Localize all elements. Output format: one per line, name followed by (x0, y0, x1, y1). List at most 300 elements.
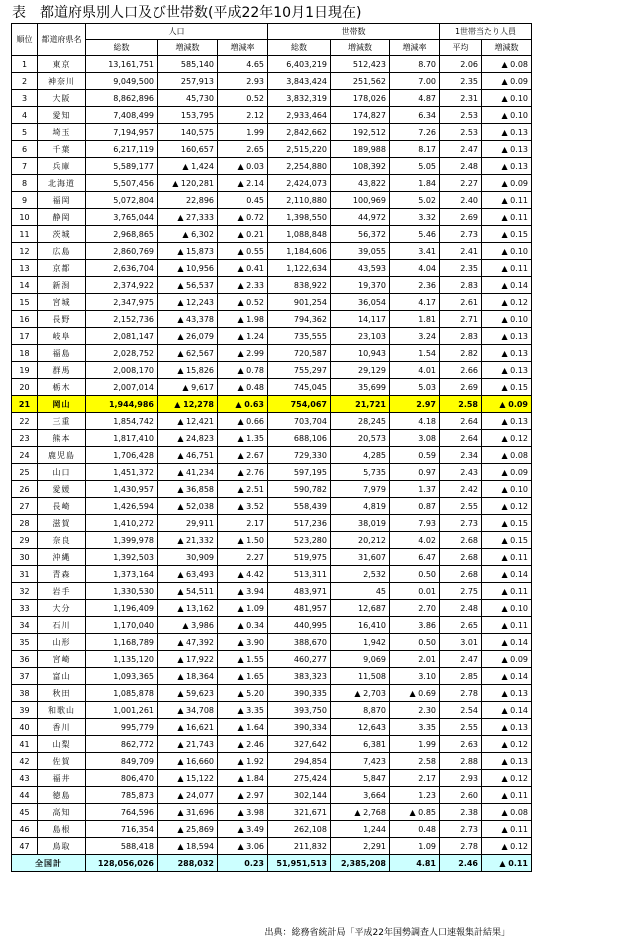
pref-cell: 広島 (38, 243, 86, 260)
avg-change-cell: ▲ 0.14 (482, 702, 532, 719)
avg-cell: 2.66 (440, 362, 482, 379)
hh-cell: 688,106 (268, 430, 331, 447)
table-row (12, 481, 532, 498)
avg-cell: 2.47 (440, 141, 482, 158)
pop-change-cell: ▲ 34,708 (158, 702, 218, 719)
avg-header: 平均 (440, 40, 482, 56)
table-row (12, 447, 532, 464)
hh-cell: 481,957 (268, 600, 331, 617)
pop-change-cell: ▲ 15,122 (158, 770, 218, 787)
hh-cell: 390,335 (268, 685, 331, 702)
pop-cell: 1,001,261 (86, 702, 158, 719)
rank-cell: 28 (12, 515, 38, 532)
rank-header: 順位 (12, 24, 38, 56)
pop-change-cell: ▲ 16,621 (158, 719, 218, 736)
total-row (12, 855, 532, 872)
pop-change-cell: 153,795 (158, 107, 218, 124)
table-row (12, 396, 532, 413)
avg-change-cell: ▲ 0.14 (482, 634, 532, 651)
population-table (11, 23, 532, 872)
hh-cell: 590,782 (268, 481, 331, 498)
hh-cell: 393,750 (268, 702, 331, 719)
pref-cell: 山口 (38, 464, 86, 481)
avg-cell: 2.69 (440, 379, 482, 396)
pref-cell: 福島 (38, 345, 86, 362)
avg-change-cell: ▲ 0.13 (482, 328, 532, 345)
pref-cell: 兵庫 (38, 158, 86, 175)
pop-change-cell: 45,730 (158, 90, 218, 107)
hh-cell: 262,108 (268, 821, 331, 838)
pop-rate-cell: ▲ 3.35 (218, 702, 268, 719)
pref-cell: 青森 (38, 566, 86, 583)
pop-change-cell: ▲ 10,956 (158, 260, 218, 277)
pref-header: 都道府県名 (38, 24, 86, 56)
rank-cell: 20 (12, 379, 38, 396)
total-hh: 51,951,513 (268, 855, 331, 872)
pop-cell: 862,772 (86, 736, 158, 753)
pop-rate-cell: ▲ 3.90 (218, 634, 268, 651)
hh-change-cell: 28,245 (331, 413, 390, 430)
header-row-1 (12, 24, 532, 40)
pop-change-cell: ▲ 62,567 (158, 345, 218, 362)
hh-cell: 275,424 (268, 770, 331, 787)
avg-cell: 2.78 (440, 838, 482, 855)
avg-cell: 2.78 (440, 685, 482, 702)
hh-change-cell: 14,117 (331, 311, 390, 328)
avg-change-cell: ▲ 0.08 (482, 56, 532, 73)
pop-change-cell: ▲ 9,617 (158, 379, 218, 396)
hh-change-cell: 4,285 (331, 447, 390, 464)
hh-change-cell: 16,410 (331, 617, 390, 634)
hh-rate-cell: 4.17 (390, 294, 440, 311)
pop-cell: 1,392,503 (86, 549, 158, 566)
avg-cell: 2.27 (440, 175, 482, 192)
avg-change-cell: ▲ 0.09 (482, 464, 532, 481)
avg-change-cell: ▲ 0.09 (482, 73, 532, 90)
hh-cell: 513,311 (268, 566, 331, 583)
table-row (12, 226, 532, 243)
hh-cell: 558,439 (268, 498, 331, 515)
rank-cell: 19 (12, 362, 38, 379)
rank-cell: 43 (12, 770, 38, 787)
hh-rate-cell: 6.34 (390, 107, 440, 124)
pop-cell: 6,217,119 (86, 141, 158, 158)
avg-change-cell: ▲ 0.13 (482, 685, 532, 702)
hh-cell: 2,842,662 (268, 124, 331, 141)
pref-cell: 秋田 (38, 685, 86, 702)
avg-change-cell: ▲ 0.10 (482, 600, 532, 617)
avg-change-cell: ▲ 0.15 (482, 532, 532, 549)
table-row (12, 311, 532, 328)
avg-cell: 2.58 (440, 396, 482, 413)
hh-change-cell: 108,392 (331, 158, 390, 175)
hh-rate-cell: 2.17 (390, 770, 440, 787)
pref-cell: 静岡 (38, 209, 86, 226)
avg-cell: 2.69 (440, 209, 482, 226)
population-header: 人口 (86, 24, 268, 40)
pop-rate-cell: ▲ 3.94 (218, 583, 268, 600)
hh-rate-cell: 1.37 (390, 481, 440, 498)
rank-cell: 1 (12, 56, 38, 73)
table-row (12, 158, 532, 175)
pop-change-cell: 257,913 (158, 73, 218, 90)
hh-rate-cell: ▲ 0.69 (390, 685, 440, 702)
pop-rate-cell: ▲ 0.63 (218, 396, 268, 413)
avg-cell: 2.38 (440, 804, 482, 821)
hh-rate-cell: 1.09 (390, 838, 440, 855)
rank-cell: 32 (12, 583, 38, 600)
hh-change-cell: 12,687 (331, 600, 390, 617)
table-row (12, 413, 532, 430)
hh-rate-cell: 0.01 (390, 583, 440, 600)
pop-rate-cell: 2.27 (218, 549, 268, 566)
hh-cell: 755,297 (268, 362, 331, 379)
pop-rate-cell: 4.65 (218, 56, 268, 73)
pop-change-cell: ▲ 15,826 (158, 362, 218, 379)
source-note: 出典：総務省統計局「平成22年国勢調査人口速報集計結果」 (264, 928, 510, 938)
pop-rate-cell: 2.12 (218, 107, 268, 124)
hh-rate-cell: 1.81 (390, 311, 440, 328)
hh-rate-cell: 5.03 (390, 379, 440, 396)
pop-cell: 5,507,456 (86, 175, 158, 192)
hh-cell: 388,670 (268, 634, 331, 651)
avg-change-cell: ▲ 0.11 (482, 617, 532, 634)
hh-cell: 754,067 (268, 396, 331, 413)
rank-cell: 38 (12, 685, 38, 702)
pop-cell: 1,170,040 (86, 617, 158, 634)
hh-change-cell: 38,019 (331, 515, 390, 532)
pop-change-cell: ▲ 12,278 (158, 396, 218, 413)
table-row (12, 56, 532, 73)
pref-cell: 三重 (38, 413, 86, 430)
pref-cell: 香川 (38, 719, 86, 736)
pop-change-cell: ▲ 59,623 (158, 685, 218, 702)
table-row (12, 515, 532, 532)
hh-cell: 720,587 (268, 345, 331, 362)
pref-cell: 千葉 (38, 141, 86, 158)
rank-cell: 34 (12, 617, 38, 634)
rank-cell: 4 (12, 107, 38, 124)
pop-change-header: 増減数 (158, 40, 218, 56)
pop-cell: 2,374,922 (86, 277, 158, 294)
hh-cell: 1,398,550 (268, 209, 331, 226)
avg-cell: 2.55 (440, 498, 482, 515)
hh-cell: 460,277 (268, 651, 331, 668)
hh-cell: 383,323 (268, 668, 331, 685)
hh-rate-cell: 6.47 (390, 549, 440, 566)
pop-rate-cell: ▲ 0.72 (218, 209, 268, 226)
pop-rate-cell: ▲ 3.52 (218, 498, 268, 515)
hh-cell: 1,184,606 (268, 243, 331, 260)
total-avg-change: ▲ 0.11 (482, 855, 532, 872)
pref-cell: 宮城 (38, 294, 86, 311)
pop-cell: 1,817,410 (86, 430, 158, 447)
pop-cell: 7,408,499 (86, 107, 158, 124)
table-row (12, 770, 532, 787)
total-hh-change: 2,385,208 (331, 855, 390, 872)
hh-change-cell: 9,069 (331, 651, 390, 668)
pop-cell: 2,860,769 (86, 243, 158, 260)
pref-cell: 大阪 (38, 90, 86, 107)
pop-change-cell: ▲ 36,858 (158, 481, 218, 498)
avg-cell: 2.48 (440, 158, 482, 175)
hh-rate-cell: 4.04 (390, 260, 440, 277)
pop-cell: 1,426,594 (86, 498, 158, 515)
rank-cell: 15 (12, 294, 38, 311)
hh-rate-cell: ▲ 0.85 (390, 804, 440, 821)
pop-cell: 849,709 (86, 753, 158, 770)
pop-cell: 5,072,804 (86, 192, 158, 209)
hh-change-cell: 7,423 (331, 753, 390, 770)
pref-cell: 大分 (38, 600, 86, 617)
avg-change-cell: ▲ 0.08 (482, 804, 532, 821)
avg-change-cell: ▲ 0.12 (482, 736, 532, 753)
pop-change-cell: 160,657 (158, 141, 218, 158)
pop-change-cell: 29,911 (158, 515, 218, 532)
hh-cell: 3,843,424 (268, 73, 331, 90)
avg-cell: 2.83 (440, 277, 482, 294)
pref-cell: 山形 (38, 634, 86, 651)
avg-cell: 2.68 (440, 566, 482, 583)
hh-rate-cell: 3.35 (390, 719, 440, 736)
pref-cell: 石川 (38, 617, 86, 634)
pop-rate-cell: ▲ 1.98 (218, 311, 268, 328)
pop-cell: 3,765,044 (86, 209, 158, 226)
hh-cell: 735,555 (268, 328, 331, 345)
pref-cell: 富山 (38, 668, 86, 685)
rank-cell: 3 (12, 90, 38, 107)
hh-cell: 519,975 (268, 549, 331, 566)
rank-cell: 7 (12, 158, 38, 175)
pref-cell: 熊本 (38, 430, 86, 447)
hh-change-cell: 4,819 (331, 498, 390, 515)
pref-cell: 山梨 (38, 736, 86, 753)
avg-change-cell: ▲ 0.10 (482, 311, 532, 328)
table-row (12, 294, 532, 311)
rank-cell: 8 (12, 175, 38, 192)
table-row (12, 107, 532, 124)
pop-rate-cell: 0.52 (218, 90, 268, 107)
table-row (12, 668, 532, 685)
pop-cell: 5,589,177 (86, 158, 158, 175)
rank-cell: 11 (12, 226, 38, 243)
pop-change-cell: ▲ 24,077 (158, 787, 218, 804)
pop-cell: 1,196,409 (86, 600, 158, 617)
hh-rate-cell: 7.26 (390, 124, 440, 141)
hh-change-cell: 7,979 (331, 481, 390, 498)
rank-cell: 25 (12, 464, 38, 481)
avg-change-cell: ▲ 0.15 (482, 515, 532, 532)
hh-rate-cell: 8.17 (390, 141, 440, 158)
pop-cell: 1,410,272 (86, 515, 158, 532)
pop-cell: 1,330,530 (86, 583, 158, 600)
pop-cell: 716,354 (86, 821, 158, 838)
hh-rate-cell: 0.87 (390, 498, 440, 515)
rank-cell: 27 (12, 498, 38, 515)
pop-change-cell: ▲ 56,537 (158, 277, 218, 294)
hh-change-cell: 174,827 (331, 107, 390, 124)
hh-rate-cell: 0.48 (390, 821, 440, 838)
table-row (12, 617, 532, 634)
rank-cell: 29 (12, 532, 38, 549)
pop-cell: 2,007,014 (86, 379, 158, 396)
page-title: 表 都道府県別人口及び世帯数(平成22年10月1日現在) (12, 5, 362, 21)
pop-change-cell: ▲ 18,594 (158, 838, 218, 855)
pop-cell: 1,399,978 (86, 532, 158, 549)
avg-cell: 2.68 (440, 549, 482, 566)
hh-rate-cell: 3.10 (390, 668, 440, 685)
pop-rate-cell: ▲ 1.65 (218, 668, 268, 685)
pop-rate-cell: ▲ 1.64 (218, 719, 268, 736)
pop-cell: 2,028,752 (86, 345, 158, 362)
hh-cell: 523,280 (268, 532, 331, 549)
table-row (12, 532, 532, 549)
hh-rate-cell: 0.50 (390, 634, 440, 651)
avg-change-cell: ▲ 0.11 (482, 260, 532, 277)
hh-change-header: 増減数 (331, 40, 390, 56)
avg-change-cell: ▲ 0.11 (482, 787, 532, 804)
avg-change-cell: ▲ 0.10 (482, 107, 532, 124)
pop-change-cell: 585,140 (158, 56, 218, 73)
avg-cell: 2.60 (440, 787, 482, 804)
pref-cell: 長崎 (38, 498, 86, 515)
rank-cell: 13 (12, 260, 38, 277)
pop-cell: 1,373,164 (86, 566, 158, 583)
table-row (12, 787, 532, 804)
avg-change-cell: ▲ 0.10 (482, 243, 532, 260)
table-row (12, 379, 532, 396)
hh-change-cell: 192,512 (331, 124, 390, 141)
avg-cell: 2.71 (440, 311, 482, 328)
table-row (12, 838, 532, 855)
avg-cell: 2.68 (440, 532, 482, 549)
pref-cell: 沖縄 (38, 549, 86, 566)
avg-cell: 2.53 (440, 124, 482, 141)
table-row (12, 209, 532, 226)
hh-change-cell: 11,508 (331, 668, 390, 685)
pop-change-cell: ▲ 31,696 (158, 804, 218, 821)
pop-cell: 1,854,742 (86, 413, 158, 430)
hh-rate-cell: 4.01 (390, 362, 440, 379)
pop-cell: 1,706,428 (86, 447, 158, 464)
pop-rate-cell: ▲ 0.48 (218, 379, 268, 396)
avg-cell: 2.34 (440, 447, 482, 464)
table-row (12, 430, 532, 447)
pop-rate-cell: ▲ 0.78 (218, 362, 268, 379)
pop-cell: 1,135,120 (86, 651, 158, 668)
avg-change-cell: ▲ 0.14 (482, 566, 532, 583)
rank-cell: 5 (12, 124, 38, 141)
avg-cell: 2.82 (440, 345, 482, 362)
hh-rate-cell: 4.18 (390, 413, 440, 430)
rank-cell: 14 (12, 277, 38, 294)
rank-cell: 46 (12, 821, 38, 838)
pop-change-cell: ▲ 12,243 (158, 294, 218, 311)
avg-change-cell: ▲ 0.14 (482, 668, 532, 685)
hh-rate-cell: 7.00 (390, 73, 440, 90)
rank-cell: 47 (12, 838, 38, 855)
rank-cell: 40 (12, 719, 38, 736)
avg-change-cell: ▲ 0.10 (482, 90, 532, 107)
pop-cell: 13,161,751 (86, 56, 158, 73)
hh-cell: 211,832 (268, 838, 331, 855)
pref-cell: 愛知 (38, 107, 86, 124)
table-body (12, 56, 532, 855)
pref-cell: 長野 (38, 311, 86, 328)
avg-cell: 2.64 (440, 430, 482, 447)
pop-change-cell: ▲ 27,333 (158, 209, 218, 226)
pref-cell: 鳥取 (38, 838, 86, 855)
hh-change-cell: 39,055 (331, 243, 390, 260)
hh-cell: 838,922 (268, 277, 331, 294)
pop-rate-cell: ▲ 2.97 (218, 787, 268, 804)
pop-change-cell: ▲ 1,424 (158, 158, 218, 175)
hh-change-cell: 3,664 (331, 787, 390, 804)
pop-cell: 785,873 (86, 787, 158, 804)
pop-cell: 806,470 (86, 770, 158, 787)
hh-rate-cell: 1.84 (390, 175, 440, 192)
pop-cell: 1,430,957 (86, 481, 158, 498)
rank-cell: 45 (12, 804, 38, 821)
pref-cell: 京都 (38, 260, 86, 277)
table-row (12, 600, 532, 617)
table-row (12, 328, 532, 345)
avg-cell: 2.43 (440, 464, 482, 481)
rank-cell: 17 (12, 328, 38, 345)
hh-change-cell: 100,969 (331, 192, 390, 209)
pop-cell: 588,418 (86, 838, 158, 855)
hh-rate-cell: 1.23 (390, 787, 440, 804)
hh-cell: 745,045 (268, 379, 331, 396)
pop-rate-cell: ▲ 3.06 (218, 838, 268, 855)
avg-cell: 2.06 (440, 56, 482, 73)
hh-change-cell: 178,026 (331, 90, 390, 107)
table-row (12, 719, 532, 736)
pop-change-cell: ▲ 24,823 (158, 430, 218, 447)
pop-rate-cell: 2.65 (218, 141, 268, 158)
table-row (12, 753, 532, 770)
hh-change-cell: 19,370 (331, 277, 390, 294)
hh-change-cell: 12,643 (331, 719, 390, 736)
hh-cell: 517,236 (268, 515, 331, 532)
avg-change-cell: ▲ 0.09 (482, 651, 532, 668)
hh-change-cell: 512,423 (331, 56, 390, 73)
table-row (12, 260, 532, 277)
table-row (12, 90, 532, 107)
pop-rate-cell: 1.99 (218, 124, 268, 141)
hh-rate-cell: 5.05 (390, 158, 440, 175)
pop-change-cell: ▲ 21,743 (158, 736, 218, 753)
hh-rate-cell: 0.50 (390, 566, 440, 583)
pref-cell: 福井 (38, 770, 86, 787)
pref-cell: 茨城 (38, 226, 86, 243)
table-row (12, 549, 532, 566)
hh-rate-cell: 3.32 (390, 209, 440, 226)
rank-cell: 42 (12, 753, 38, 770)
pop-rate-cell: ▲ 0.55 (218, 243, 268, 260)
hh-change-cell: 29,129 (331, 362, 390, 379)
pop-change-cell: 22,896 (158, 192, 218, 209)
hh-rate-cell: 3.41 (390, 243, 440, 260)
header-row-2 (12, 40, 532, 56)
hh-change-cell: 20,212 (331, 532, 390, 549)
hh-change-cell: 21,721 (331, 396, 390, 413)
hh-change-cell: 1,244 (331, 821, 390, 838)
pop-cell: 1,944,986 (86, 396, 158, 413)
hh-rate-cell: 1.54 (390, 345, 440, 362)
hh-rate-cell: 5.46 (390, 226, 440, 243)
avg-change-cell: ▲ 0.13 (482, 362, 532, 379)
